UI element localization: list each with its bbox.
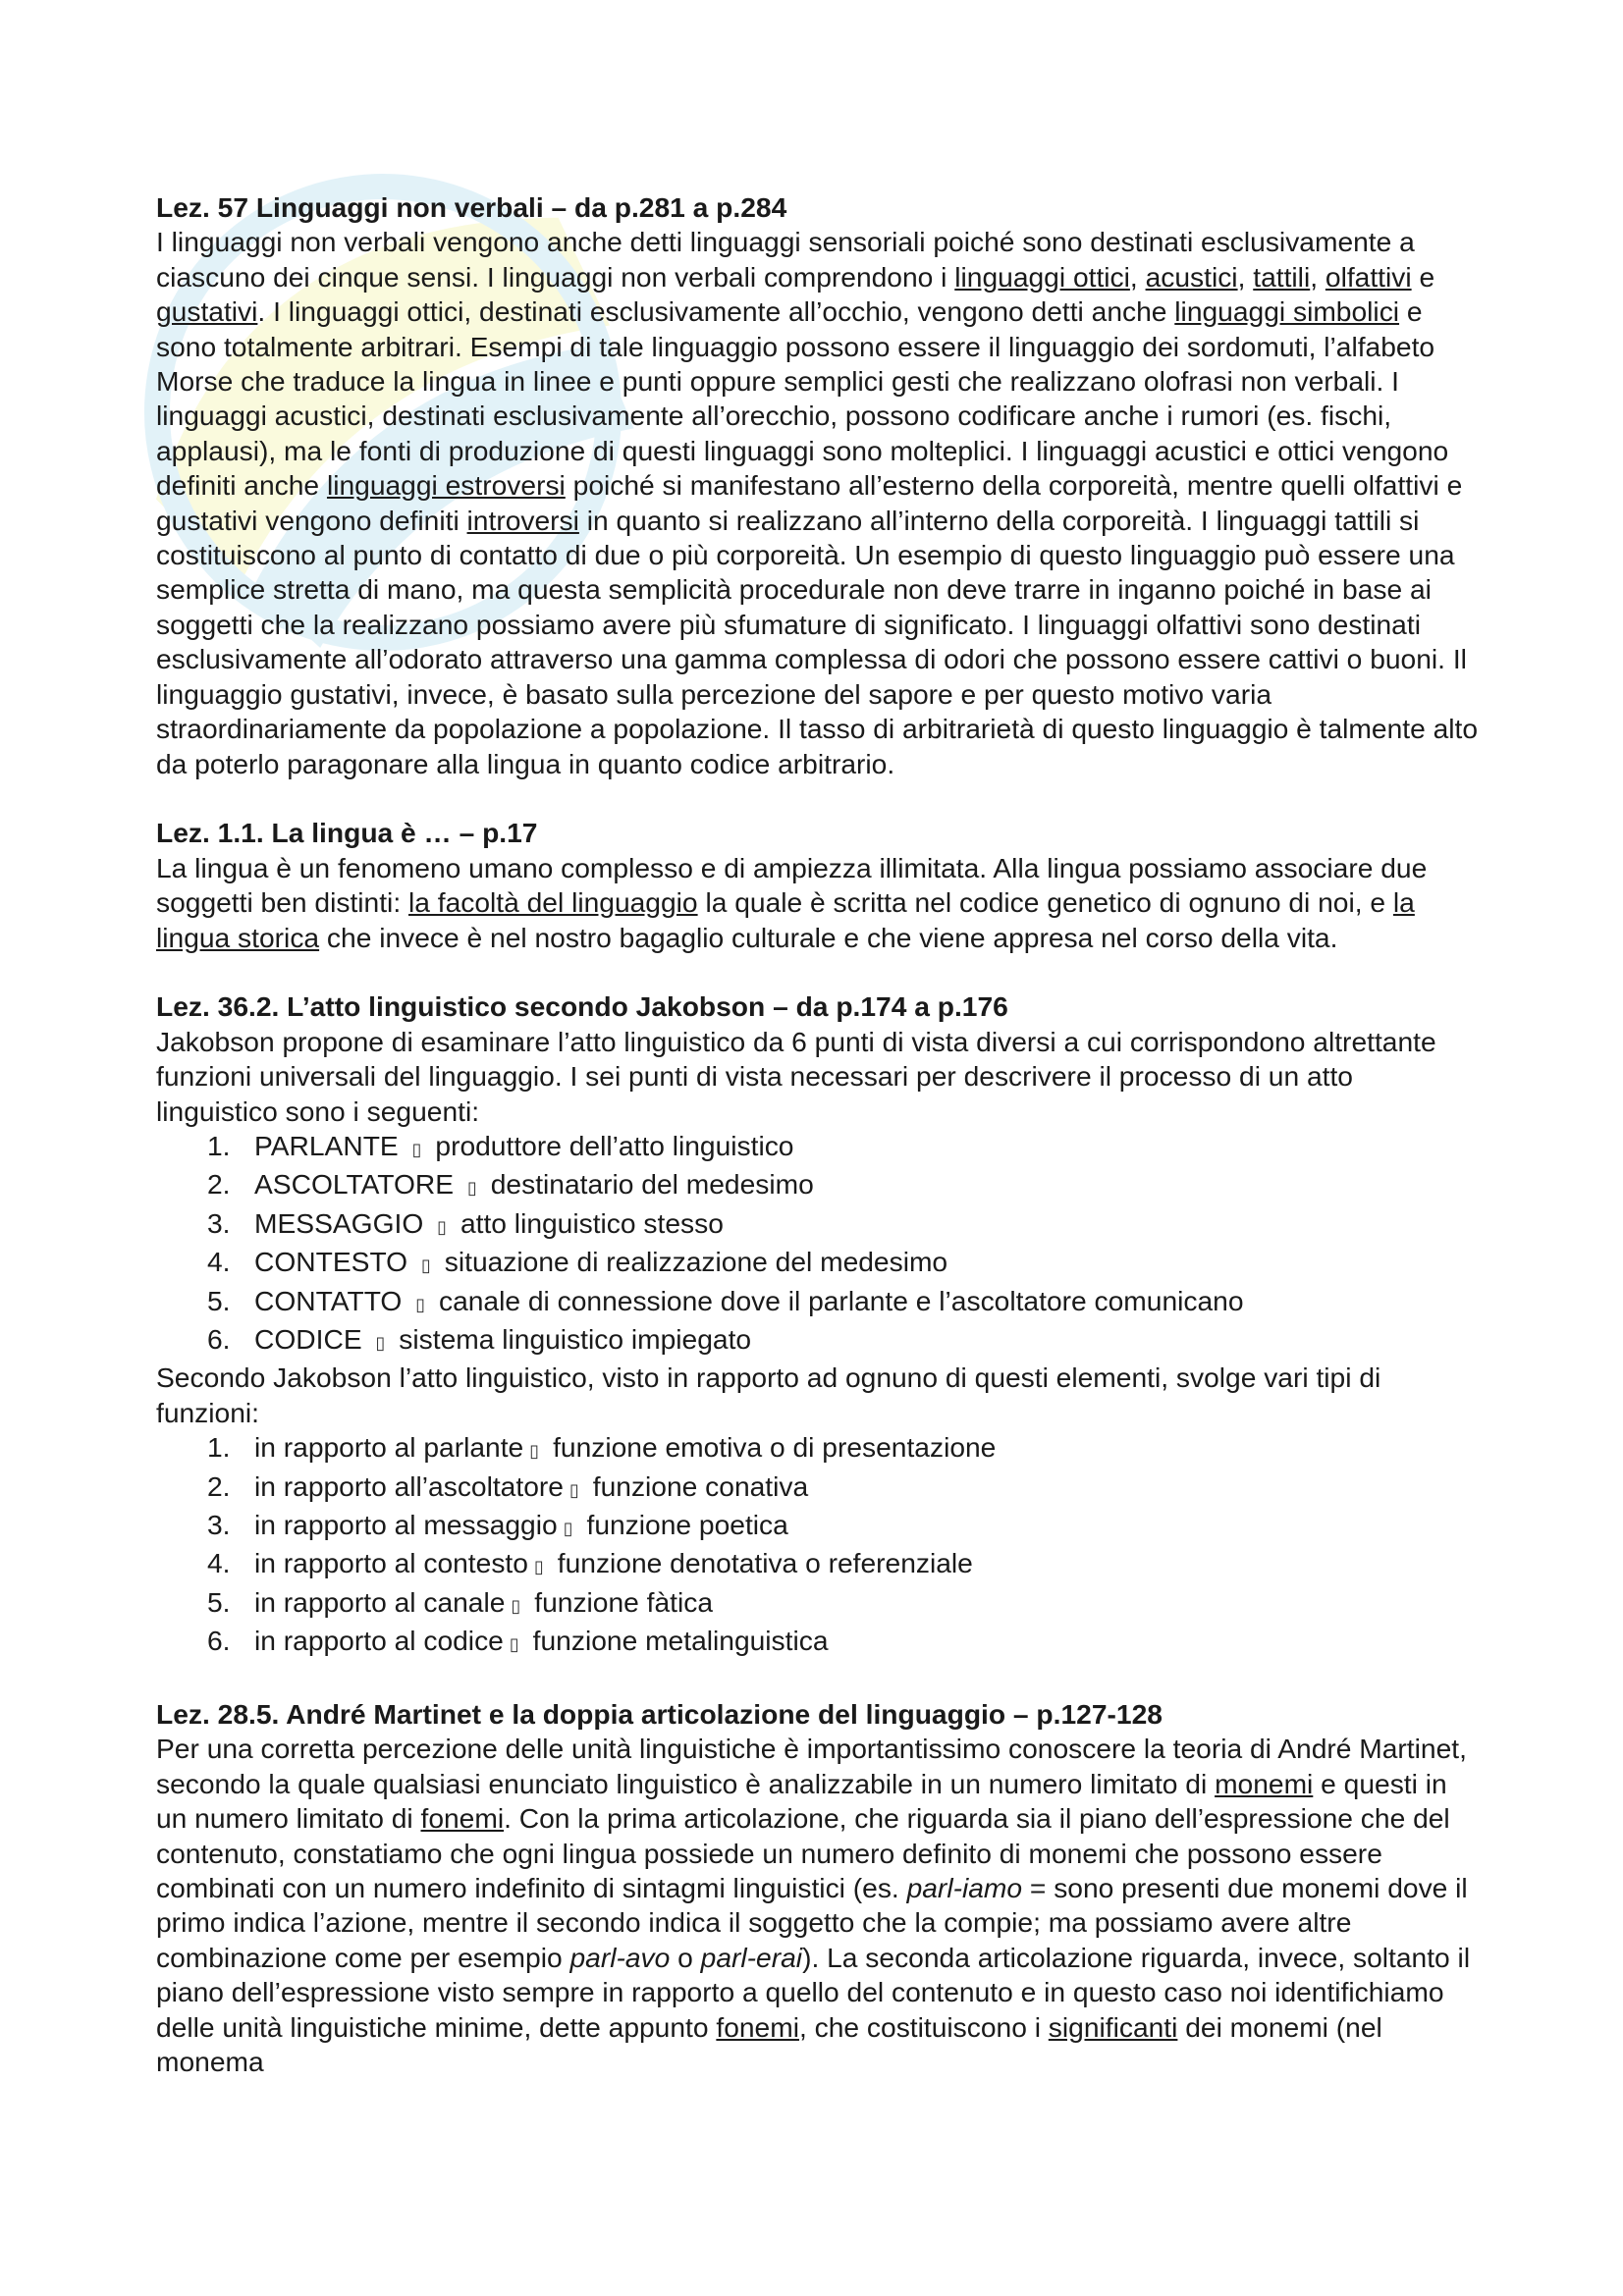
underlined-term: fonemi — [420, 1802, 505, 1835]
list-text: ASCOLTATORE ▯ destinatario del medesimo — [254, 1167, 814, 1205]
list-text: in rapporto al contesto ▯ funzione denotativa o referenziale — [254, 1546, 973, 1584]
list-item — [156, 1129, 1482, 1167]
list-number: 4. — [207, 1246, 231, 1278]
arrow-icon: ▯ — [411, 1139, 422, 1160]
list-item — [156, 1546, 1482, 1584]
list-text: CONTATTO ▯ canale di connessione dove il parlante e l’ascoltatore comunicano — [254, 1284, 1244, 1322]
section-heading: Lez. 36.2. L’atto linguistico secondo Jakobson – da p.174 a p.176 — [156, 990, 1008, 1023]
list-item — [156, 1624, 1482, 1662]
list-item — [156, 1284, 1482, 1322]
arrow-icon: ▯ — [529, 1441, 540, 1463]
list-item — [156, 1508, 1482, 1546]
underlined-term: tattili — [1253, 260, 1311, 293]
list-text: in rapporto al parlante ▯ funzione emotiva o di presentazione — [254, 1430, 996, 1468]
points-of-view-list — [156, 1129, 1482, 1361]
arrow-icon: ▯ — [420, 1255, 431, 1277]
arrow-icon: ▯ — [375, 1332, 386, 1354]
underlined-term: olfattivi — [1325, 260, 1412, 293]
arrow-icon: ▯ — [415, 1294, 426, 1315]
list-item — [156, 1245, 1482, 1283]
list-number: 1. — [207, 1431, 231, 1464]
list-number: 1. — [207, 1129, 231, 1161]
underlined-term: fonemi — [716, 2010, 799, 2043]
list-number: 2. — [207, 1469, 231, 1502]
list-text: in rapporto all’ascoltatore ▯ funzione conativa — [254, 1469, 808, 1508]
list-number: 3. — [207, 1509, 231, 1540]
section-3 — [156, 989, 1482, 1662]
underlined-term: acustici — [1145, 260, 1238, 293]
section-2 — [156, 816, 1482, 955]
list-item — [156, 1322, 1482, 1361]
document-page — [156, 190, 1482, 2079]
section-4 — [156, 1697, 1482, 2079]
italic-term: parl-iamo — [906, 1872, 1023, 1904]
section-paragraph: I linguaggi non verbali vengono anche detti linguaggi sensoriali poiché sono destinati esclusivamente a ciascuno dei cinque sensi. I linguaggi non verbali comprendono i linguaggi ottici, acustici, tattili, olfattivi e gustativi. I linguaggi ottici, destinati esclusivamente all’occhio, vengono detti anche linguaggi simbolici e sono totalmente arbitrari. Esempi di tale linguaggio possono essere il linguaggio dei sordomuti, l’alfabeto Morse che traduce la lingua in linee e punti oppure semplici gesti che realizzano olofrasi non verbali. I linguaggi acustici, destinati esclusivamente all’orecchio, possono codificare anche i rumori (es. fischi, applausi), ma le fonti di produzione di questi linguaggi sono molteplici. I linguaggi acustici e ottici vengono definiti anche linguaggi estroversi poiché si manifestano all’esterno della corporeità, mentre quelli olfattivi e gustativi vengono definiti introversi in quanto si realizzano all’interno della corporeità. I linguaggi tattili si costituiscono al punto di contatto di due o più corporeità. Un esempio di questo linguaggio può essere una semplice stretta di mano, ma questa semplicità procedurale non deve trarre in inganno poiché in base ai soggetti che la realizzano possiamo avere più sfumature di significato. I linguaggi olfattivi sono destinati esclusivamente all’odorato attraverso una gamma complessa di odori che possono essere cattivi o buoni. Il linguaggio gustativi, invece, è basato sulla percezione del sapore e per questo motivo varia straordinariamente da popolazione a popolazione. Il tasso di arbitrarietà di questo linguaggio è talmente alto da poterlo paragonare alla lingua in quanto codice arbitrario. — [156, 226, 1479, 779]
section-heading: Lez. 1.1. La lingua è … – p.17 — [156, 817, 538, 849]
list-number: 2. — [207, 1168, 231, 1201]
arrow-icon: ▯ — [509, 1634, 519, 1656]
italic-term: parl-erai — [700, 1941, 803, 1973]
underlined-term: linguaggi estroversi — [326, 469, 566, 502]
section-middle: Secondo Jakobson l’atto linguistico, visto in rapporto ad ognuno di questi elementi, svolge vari tipi di funzioni: — [156, 1362, 1381, 1428]
list-text: in rapporto al messaggio ▯ funzione poetica — [254, 1508, 788, 1546]
list-item — [156, 1167, 1482, 1205]
underlined-term: gustativi — [156, 295, 258, 328]
section-heading: Lez. 57 Linguaggi non verbali – da p.281 a p.284 — [156, 191, 787, 223]
list-text: in rapporto al codice ▯ funzione metalinguistica — [254, 1624, 829, 1662]
arrow-icon: ▯ — [511, 1595, 521, 1617]
arrow-icon: ▯ — [568, 1479, 579, 1501]
list-item — [156, 1585, 1482, 1624]
list-text: CODICE ▯ sistema linguistico impiegato — [254, 1322, 751, 1361]
section-heading: Lez. 28.5. André Martinet e la doppia articolazione del linguaggio – p.127-128 — [156, 1698, 1163, 1731]
list-number: 3. — [207, 1206, 231, 1239]
list-number: 6. — [207, 1625, 231, 1657]
underlined-term: la lingua storica — [156, 886, 1415, 953]
section-paragraph: La lingua è un fenomeno umano complesso e di ampiezza illimitata. Alla lingua possiamo associare due soggetti ben distinti: la facoltà del linguaggio la quale è scritta nel codice genetico di ognuno di noi, e la lingua storica che invece è nel nostro bagaglio culturale e che viene appresa nel corso della vita. — [156, 851, 1428, 953]
underlined-term: linguaggi ottici — [954, 260, 1130, 293]
list-item — [156, 1206, 1482, 1245]
section-1 — [156, 190, 1482, 781]
list-number: 6. — [207, 1322, 231, 1355]
arrow-icon: ▯ — [437, 1216, 448, 1238]
list-number: 5. — [207, 1585, 231, 1618]
underlined-term: significanti — [1048, 2010, 1178, 2043]
underlined-term: la facoltà del linguaggio — [407, 886, 698, 919]
italic-term: parl-avo — [569, 1941, 671, 1973]
list-text: MESSAGGIO ▯ atto linguistico stesso — [254, 1206, 724, 1245]
functions-list — [156, 1430, 1482, 1662]
underlined-term: linguaggi simbolici — [1174, 295, 1400, 328]
section-intro: Jakobson propone di esaminare l’atto linguistico da 6 punti di vista diversi a cui corrispondono altrettante funzioni universali del linguaggio. I sei punti di vista necessari per descrivere il processo di un atto linguistico sono i seguenti: — [156, 1025, 1436, 1127]
arrow-icon: ▯ — [466, 1178, 477, 1200]
list-number: 5. — [207, 1284, 231, 1316]
arrow-icon: ▯ — [533, 1557, 544, 1578]
list-text: CONTESTO ▯ situazione di realizzazione del medesimo — [254, 1245, 947, 1283]
arrow-icon: ▯ — [563, 1519, 573, 1539]
list-text: PARLANTE ▯ produttore dell’atto linguistico — [254, 1129, 793, 1167]
section-paragraph: Per una corretta percezione delle unità linguistiche è importantissimo conoscere la teoria di André Martinet, secondo la quale qualsiasi enunciato linguistico è analizzabile in un numero limitato di monemi e questi in un numero limitato di fonemi. Con la prima articolazione, che riguarda sia il piano dell’espressione che del contenuto, constatiamo che ogni lingua possiede un numero definito di monemi che possono essere combinati con un numero indefinito di sintagmi linguistici (es. parl-iamo = sono presenti due monemi dove il primo indica l’azione, mentre il secondo indica il soggetto che la compie; ma possiamo avere altre combinazione come per esempio parl-avo o parl-erai). La seconda articolazione riguarda, invece, soltanto il piano dell’espressione visto sempre in rapporto a quello del contenuto e in questo caso noi identifichiamo delle unità linguistiche minime, dette appunto fonemi, che costituiscono i significanti dei monemi (nel monema — [156, 1733, 1471, 2078]
list-text: in rapporto al canale ▯ funzione fàtica — [254, 1585, 713, 1624]
list-item — [156, 1430, 1482, 1468]
underlined-term: monemi — [1215, 1767, 1314, 1799]
underlined-term: introversi — [466, 504, 579, 536]
list-number: 4. — [207, 1547, 231, 1579]
list-item — [156, 1469, 1482, 1508]
